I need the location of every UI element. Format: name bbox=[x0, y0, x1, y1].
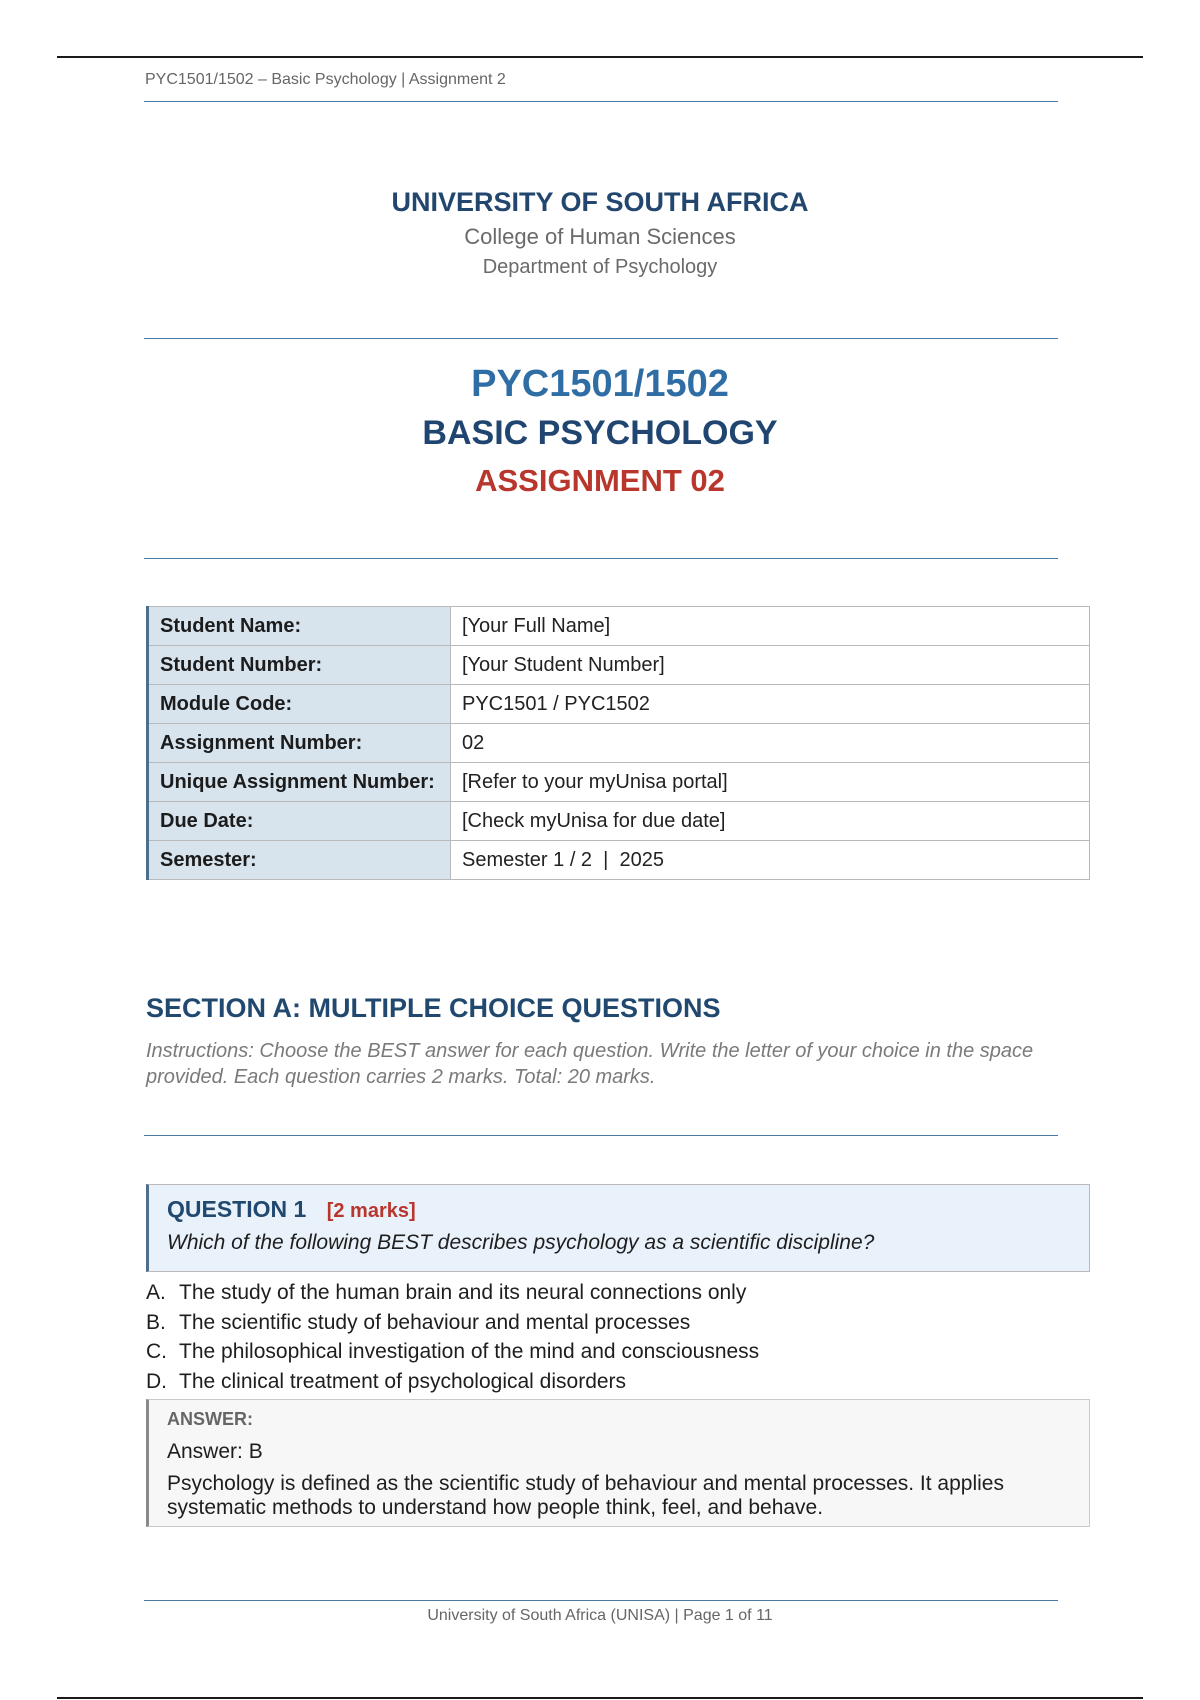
info-label: Due Date: bbox=[148, 802, 451, 841]
info-row-module-code bbox=[148, 685, 1090, 724]
title-divider-bottom bbox=[144, 558, 1058, 559]
option-text: The philosophical investigation of the mind and consciousness bbox=[179, 1340, 760, 1363]
option-text: The scientific study of behaviour and mental processes bbox=[179, 1310, 691, 1334]
answer-label: ANSWER: bbox=[167, 1409, 253, 1429]
info-label: Semester: bbox=[148, 841, 451, 880]
section-a-title: SECTION A: MULTIPLE CHOICE QUESTIONS bbox=[146, 993, 721, 1023]
option-letter: D. bbox=[146, 1369, 167, 1393]
info-value: [Refer to your myUnisa portal] bbox=[451, 763, 1090, 802]
bottom-page-border bbox=[57, 1697, 1143, 1699]
top-page-border bbox=[57, 56, 1143, 58]
option-a bbox=[146, 1278, 759, 1308]
header-divider bbox=[144, 101, 1058, 102]
question-1-box bbox=[146, 1184, 1090, 1272]
info-row-unique-assignment-number bbox=[148, 763, 1090, 802]
info-label: Assignment Number: bbox=[148, 724, 451, 763]
question-1-heading bbox=[167, 1196, 416, 1223]
info-value: PYC1501 / PYC1502 bbox=[451, 685, 1090, 724]
college-name: College of Human Sciences bbox=[464, 224, 736, 249]
option-text: The clinical treatment of psychological disorders bbox=[179, 1369, 627, 1393]
option-d bbox=[146, 1367, 759, 1397]
course-code: PYC1501/1502 bbox=[471, 363, 729, 405]
info-row-due-date bbox=[148, 802, 1090, 841]
info-label: Unique Assignment Number: bbox=[148, 763, 451, 802]
assignment-title: ASSIGNMENT 02 bbox=[475, 463, 725, 498]
student-info-table bbox=[146, 606, 1090, 880]
page-footer: University of South Africa (UNISA) | Page 1 of 11 bbox=[427, 1607, 773, 1624]
answer-box bbox=[146, 1399, 1090, 1527]
info-value: [Check myUnisa for due date] bbox=[451, 802, 1090, 841]
question-marks: [2 marks] bbox=[326, 1200, 416, 1222]
answer-value: Answer: B bbox=[167, 1440, 263, 1463]
info-row-student-number bbox=[148, 646, 1090, 685]
option-letter: A. bbox=[146, 1281, 166, 1304]
running-header: PYC1501/1502 – Basic Psychology | Assignment 2 bbox=[145, 71, 506, 88]
section-a-instructions: Instructions: Choose the BEST answer for each question. Write the letter of your choice in the space provided. Each question carries 2 marks. Total: 20 marks. bbox=[146, 1040, 1034, 1088]
info-value: Semester 1 / 2 | 2025 bbox=[451, 841, 1090, 880]
info-row-student-name bbox=[148, 607, 1090, 646]
question-1-options bbox=[146, 1278, 759, 1396]
course-title: BASIC PSYCHOLOGY bbox=[422, 414, 778, 452]
info-value: [Your Student Number] bbox=[451, 646, 1090, 685]
info-value: [Your Full Name] bbox=[451, 607, 1090, 646]
info-label: Student Number: bbox=[148, 646, 451, 685]
option-c bbox=[146, 1337, 759, 1367]
section-divider bbox=[144, 1135, 1058, 1136]
option-letter: C. bbox=[146, 1340, 167, 1363]
footer-divider bbox=[144, 1600, 1058, 1601]
department-name: Department of Psychology bbox=[482, 256, 718, 278]
answer-explanation: Psychology is defined as the scientific study of behaviour and mental processes. It applies systematic methods to understand how people think, feel, and behave. bbox=[167, 1472, 1004, 1519]
info-label: Student Name: bbox=[148, 607, 451, 646]
info-row-semester bbox=[148, 841, 1090, 880]
option-b bbox=[146, 1308, 759, 1338]
info-row-assignment-number bbox=[148, 724, 1090, 763]
option-text: The study of the human brain and its neural connections only bbox=[179, 1281, 747, 1304]
info-label: Module Code: bbox=[148, 685, 451, 724]
title-divider-top bbox=[144, 338, 1058, 339]
question-1-text: Which of the following BEST describes psychology as a scientific discipline? bbox=[167, 1231, 875, 1254]
info-value: 02 bbox=[451, 724, 1090, 763]
option-letter: B. bbox=[146, 1310, 166, 1334]
question-number: QUESTION 1 bbox=[167, 1196, 307, 1222]
university-name: UNIVERSITY OF SOUTH AFRICA bbox=[391, 187, 809, 217]
